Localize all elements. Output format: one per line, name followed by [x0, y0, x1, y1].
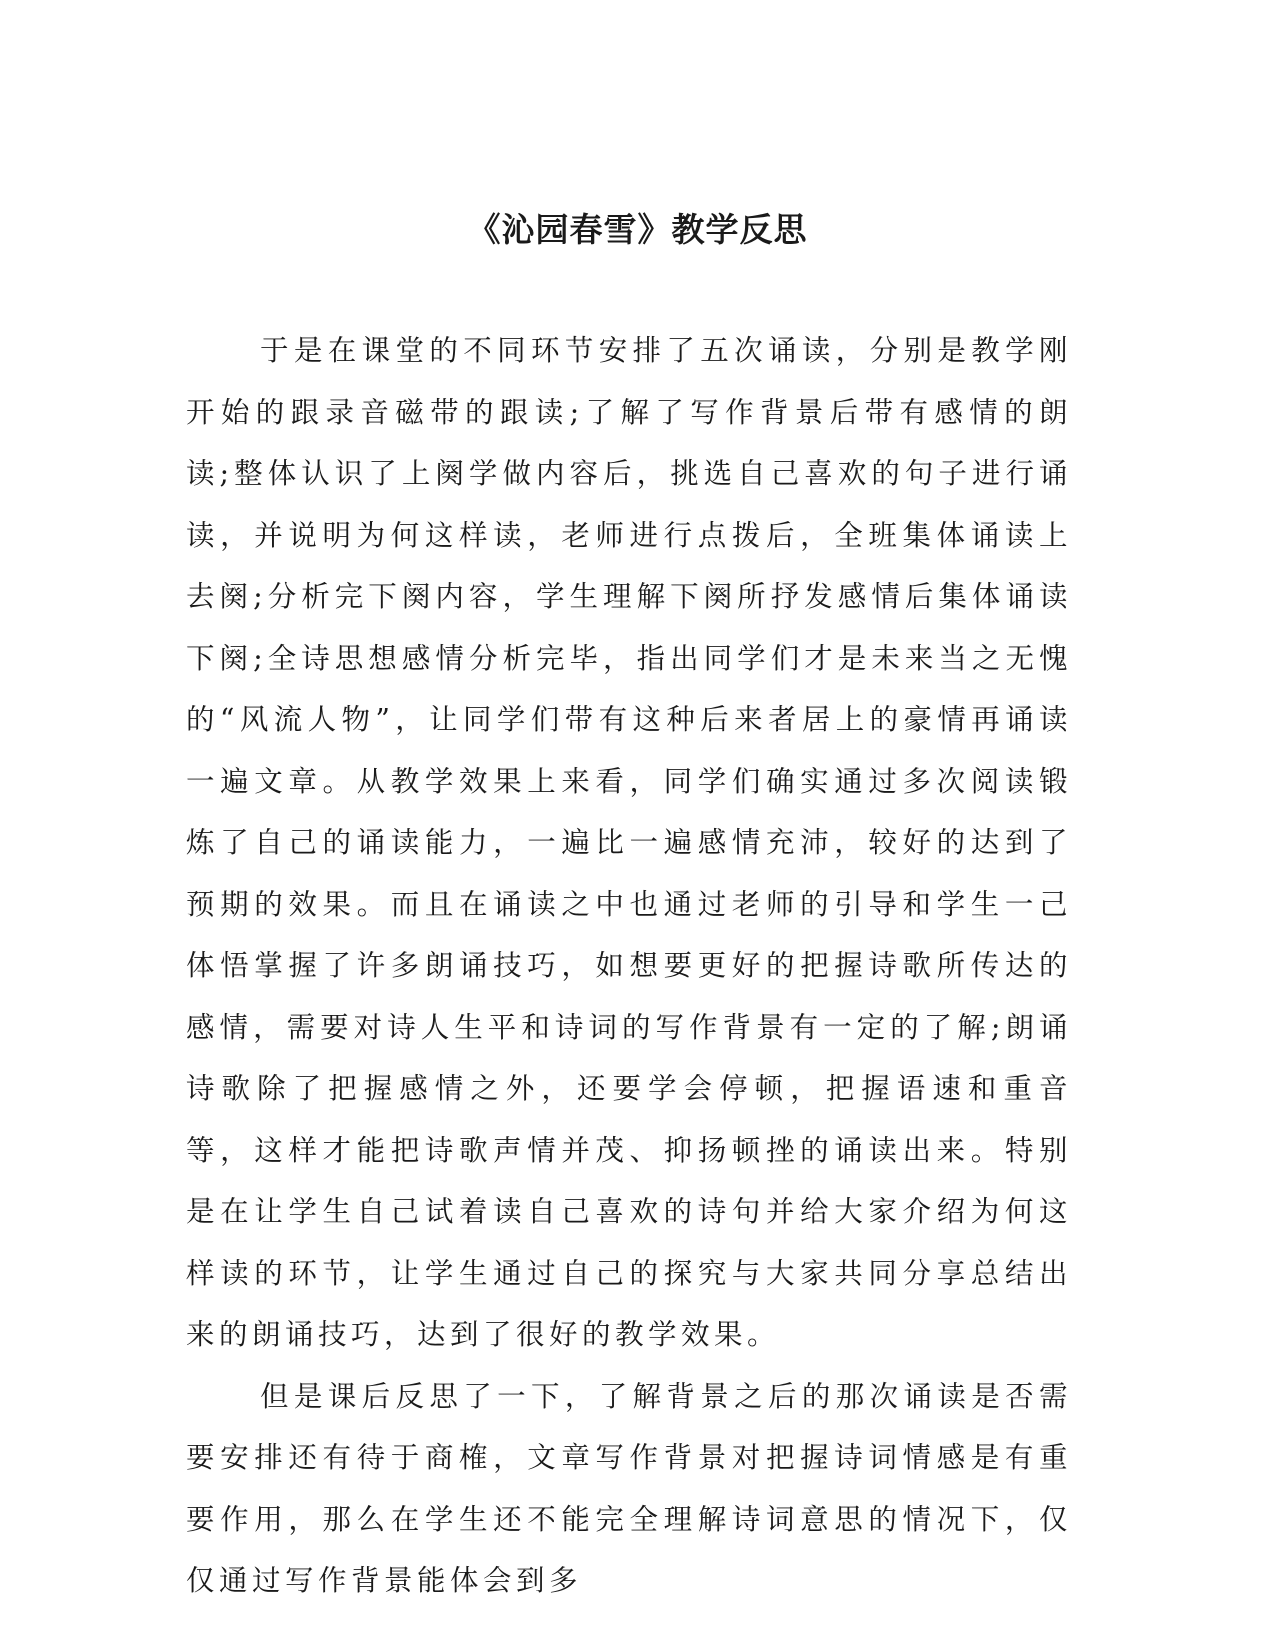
paragraph-1: 于是在课堂的不同环节安排了五次诵读，分别是教学刚开始的跟录音磁带的跟读;了解了写作背景后带有感情的朗读;整体认识了上阕学做内容后，挑选自己喜欢的句子进行诵读，并说明为何这样读，老师进行点拨后，全班集体诵读上去阕;分析完下阕内容，学生理解下阕所抒发感情后集体诵读下阕;全诗思想感情分析完毕，指出同学们才是未来当之无愧的“风流人物”，让同学们带有这种后来者居上的豪情再诵读一遍文章。从教学效果上来看，同学们确实通过多次阅读锻炼了自己的诵读能力，一遍比一遍感情充沛，较好的达到了预期的效果。而且在诵读之中也通过老师的引导和学生一己体悟掌握了许多朗诵技巧，如想要更好的把握诗歌所传达的感情，需要对诗人生平和诗词的写作背景有一定的了解;朗诵诗歌除了把握感情之外，还要学会停顿，把握语速和重音等，这样才能把诗歌声情并茂、抑扬顿挫的诵读出来。特别是在让学生自己试着读自己喜欢的诗句并给大家介绍为何这样读的环节，让学生通过自己的探究与大家共同分享总结出来的朗诵技巧，达到了很好的教学效果。	[186, 334, 1072, 1351]
paragraph-2: 但是课后反思了一下，了解背景之后的那次诵读是否需要安排还有待于商榷，文章写作背景对把握诗词情感是有重要作用，那么在学生还不能完全理解诗词意思的情况下，仅仅通过写作背景能体会到多	[186, 1379, 1072, 1597]
document-body	[186, 320, 1072, 1612]
document-title: 《沁园春雪》教学反思	[467, 210, 808, 249]
